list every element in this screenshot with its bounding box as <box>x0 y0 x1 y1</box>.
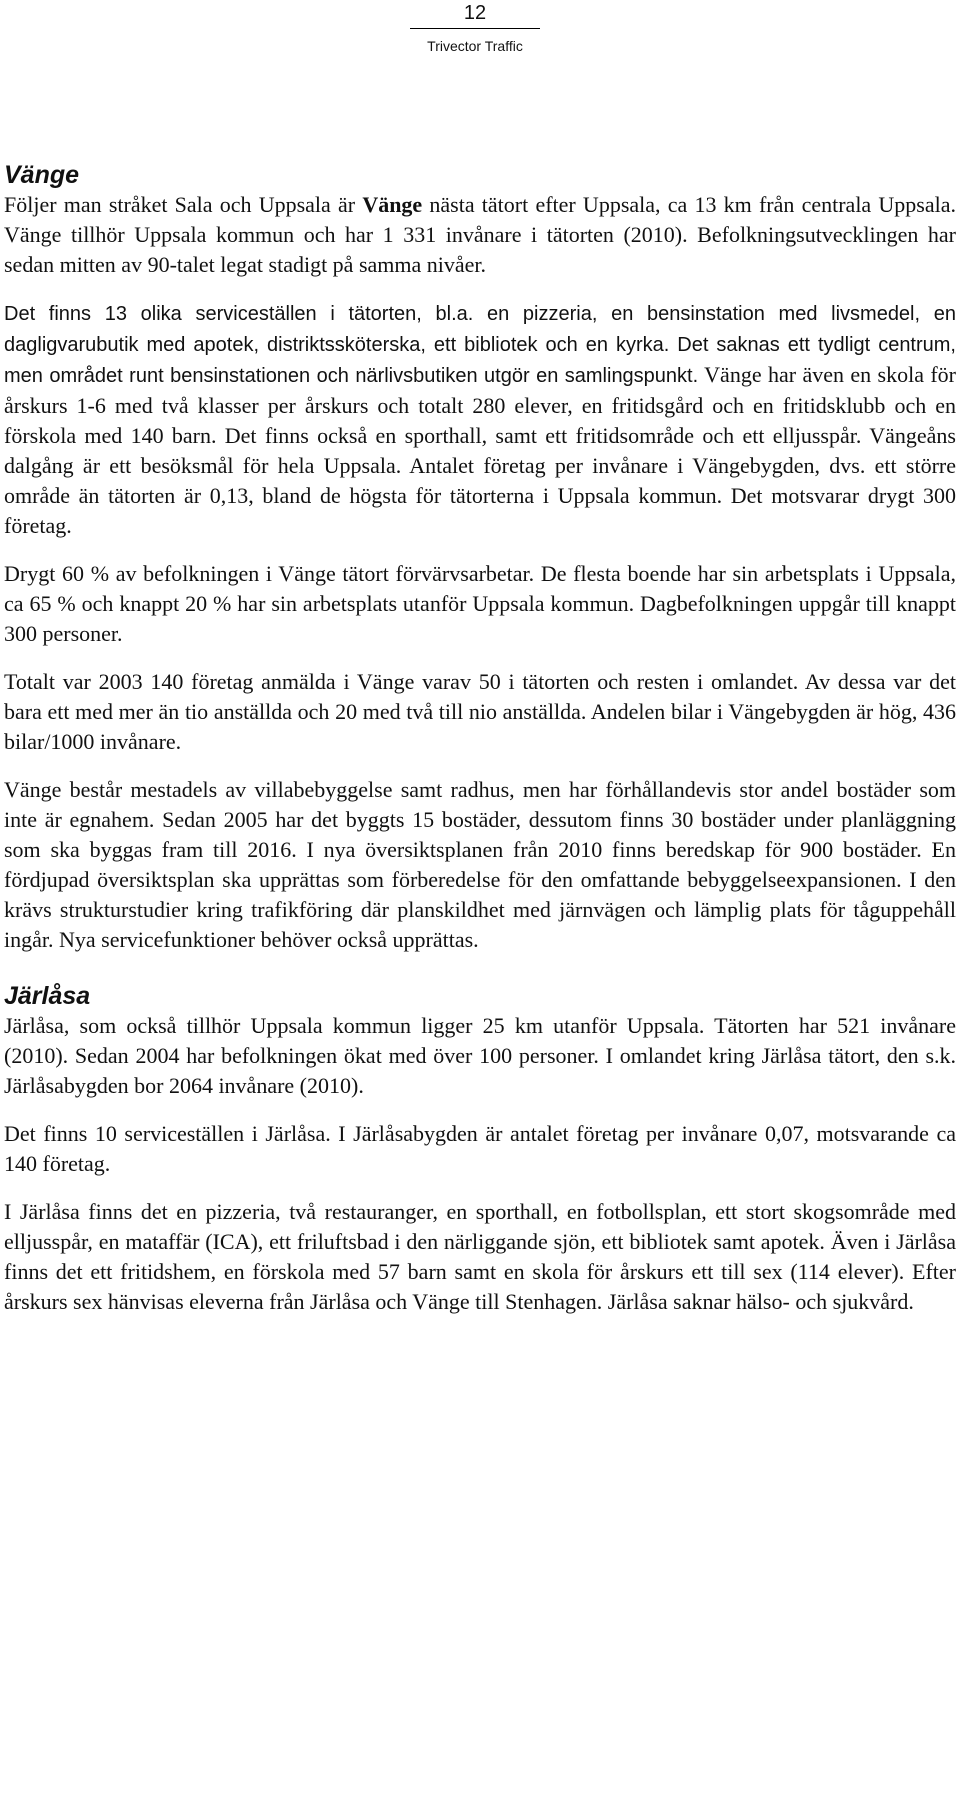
paragraph-vange-companies: Totalt var 2003 140 företag anmälda i Vänge varav 50 i tätorten och resten i omlandet. Av dessa var det bara ett med mer än tio anställda och 20 med två till nio anställda. Andelen bilar i Vängebygden är hög, 436 bilar/1000 invånare. <box>4 669 956 754</box>
page-number: 12 <box>463 2 487 24</box>
paragraph-text: Vänge har även en skola för årskurs 1-6 med två klasser per årskurs och totalt 280 elever, en fritidsgård och en fritidsklubb och en förskola med 140 barn. Det finns också en sporthall, samt ett fritidsområde och ett elljusspår. Vängeåns dalgång är ett besöksmål för hela Uppsala. Antalet företag per invånare i Vängebygden, dvs. ett större område än tätorten är 0,13, bland de högsta för tätorterna i Uppsala kommun. Det motsvarar drygt 300 företag. <box>4 362 956 538</box>
header-rule <box>410 28 540 29</box>
paragraph-jarlasa-facilities: I Järlåsa finns det en pizzeria, två restauranger, en sporthall, en fotbollsplan, ett stort skogsområde med elljusspår, en mataffär (ICA), ett friluftsbad i den närliggande sjön, ett bibliotek samt apotek. Även i Järlåsa finns det ett fritidshem, en förskola med 57 barn samt en skola för årskurs ett till sex (114 elever). Efter årskurs sex hänvisas eleverna från Järlåsa och Vänge till Stenhagen. Järlåsa saknar hälso- och sjukvård. <box>4 1199 956 1314</box>
paragraph-vange-intro <box>4 190 956 280</box>
paragraph-vange-employment: Drygt 60 % av befolkningen i Vänge tätort förvärvsarbetar. De flesta boende har sin arbetsplats i Uppsala, ca 65 % och knappt 20 % har sin arbetsplats utanför Uppsala kommun. Dagbefolkningen uppgår till knappt 300 personer. <box>4 561 956 646</box>
bold-place-name: Vänge <box>362 192 423 217</box>
header-company: Trivector Traffic <box>427 38 523 54</box>
paragraph-text: Följer man stråket Sala och Uppsala är <box>4 192 363 217</box>
paragraph-text-sans: Det finns 13 olika serviceställen i tätorten, bl.a. en pizzeria, en bensinstation med livsmedel, en dagligvarubutik med apotek, distriktssköterska, ett bibliotek och en kyrka. Det saknas ett tydligt centrum, men området runt bensinstationen och närlivsbutiken utgör en samlingspunkt. <box>4 303 956 387</box>
paragraph-jarlasa-intro: Järlåsa, som också tillhör Uppsala kommun ligger 25 km utanför Uppsala. Tätorten har 521 invånare (2010). Sedan 2004 har befolkningen ökat med över 100 personer. I omlandet kring Järlåsa tätort, den s.k. Järlåsabygden bor 2064 invånare (2010). <box>4 1013 956 1098</box>
section-heading-vange: Vänge <box>4 161 80 189</box>
paragraph-vange-housing: Vänge består mestadels av villabebyggelse samt radhus, men har förhållandevis stor andel bostäder som inte är egnahem. Sedan 2005 har det byggts 15 bostäder, dessutom finns 30 bostäder under planläggning som ska byggas fram till 2016. I nya översiktsplanen från 2010 finns beredskap för 900 bostäder. En fördjupad översiktsplan ska upprättas som förberedelse för den omfattande bebyggelseexpansionen. I den krävs strukturstudier kring trafikföring där planskildhet med järnvägen och lämplig plats för tåguppehåll ingår. Nya servicefunktioner behöver också upprättas. <box>4 777 956 952</box>
paragraph-jarlasa-services: Det finns 10 serviceställen i Järlåsa. I Järlåsabygden är antalet företag per invånare 0,07, motsvarande ca 140 företag. <box>4 1121 956 1176</box>
document-body <box>4 160 956 1317</box>
running-header <box>410 0 540 56</box>
section-heading-jarlasa: Järlåsa <box>4 982 91 1010</box>
paragraph-vange-services <box>4 298 956 541</box>
paragraph-text: nästa tätort efter Uppsala, ca 13 km från centrala Uppsala. Vänge tillhör Uppsala kommun och har 1 331 invånare i tätorten (2010). Befolkningsutvecklingen har sedan mitten av 90-talet legat stadigt på samma nivåer. <box>4 192 956 277</box>
